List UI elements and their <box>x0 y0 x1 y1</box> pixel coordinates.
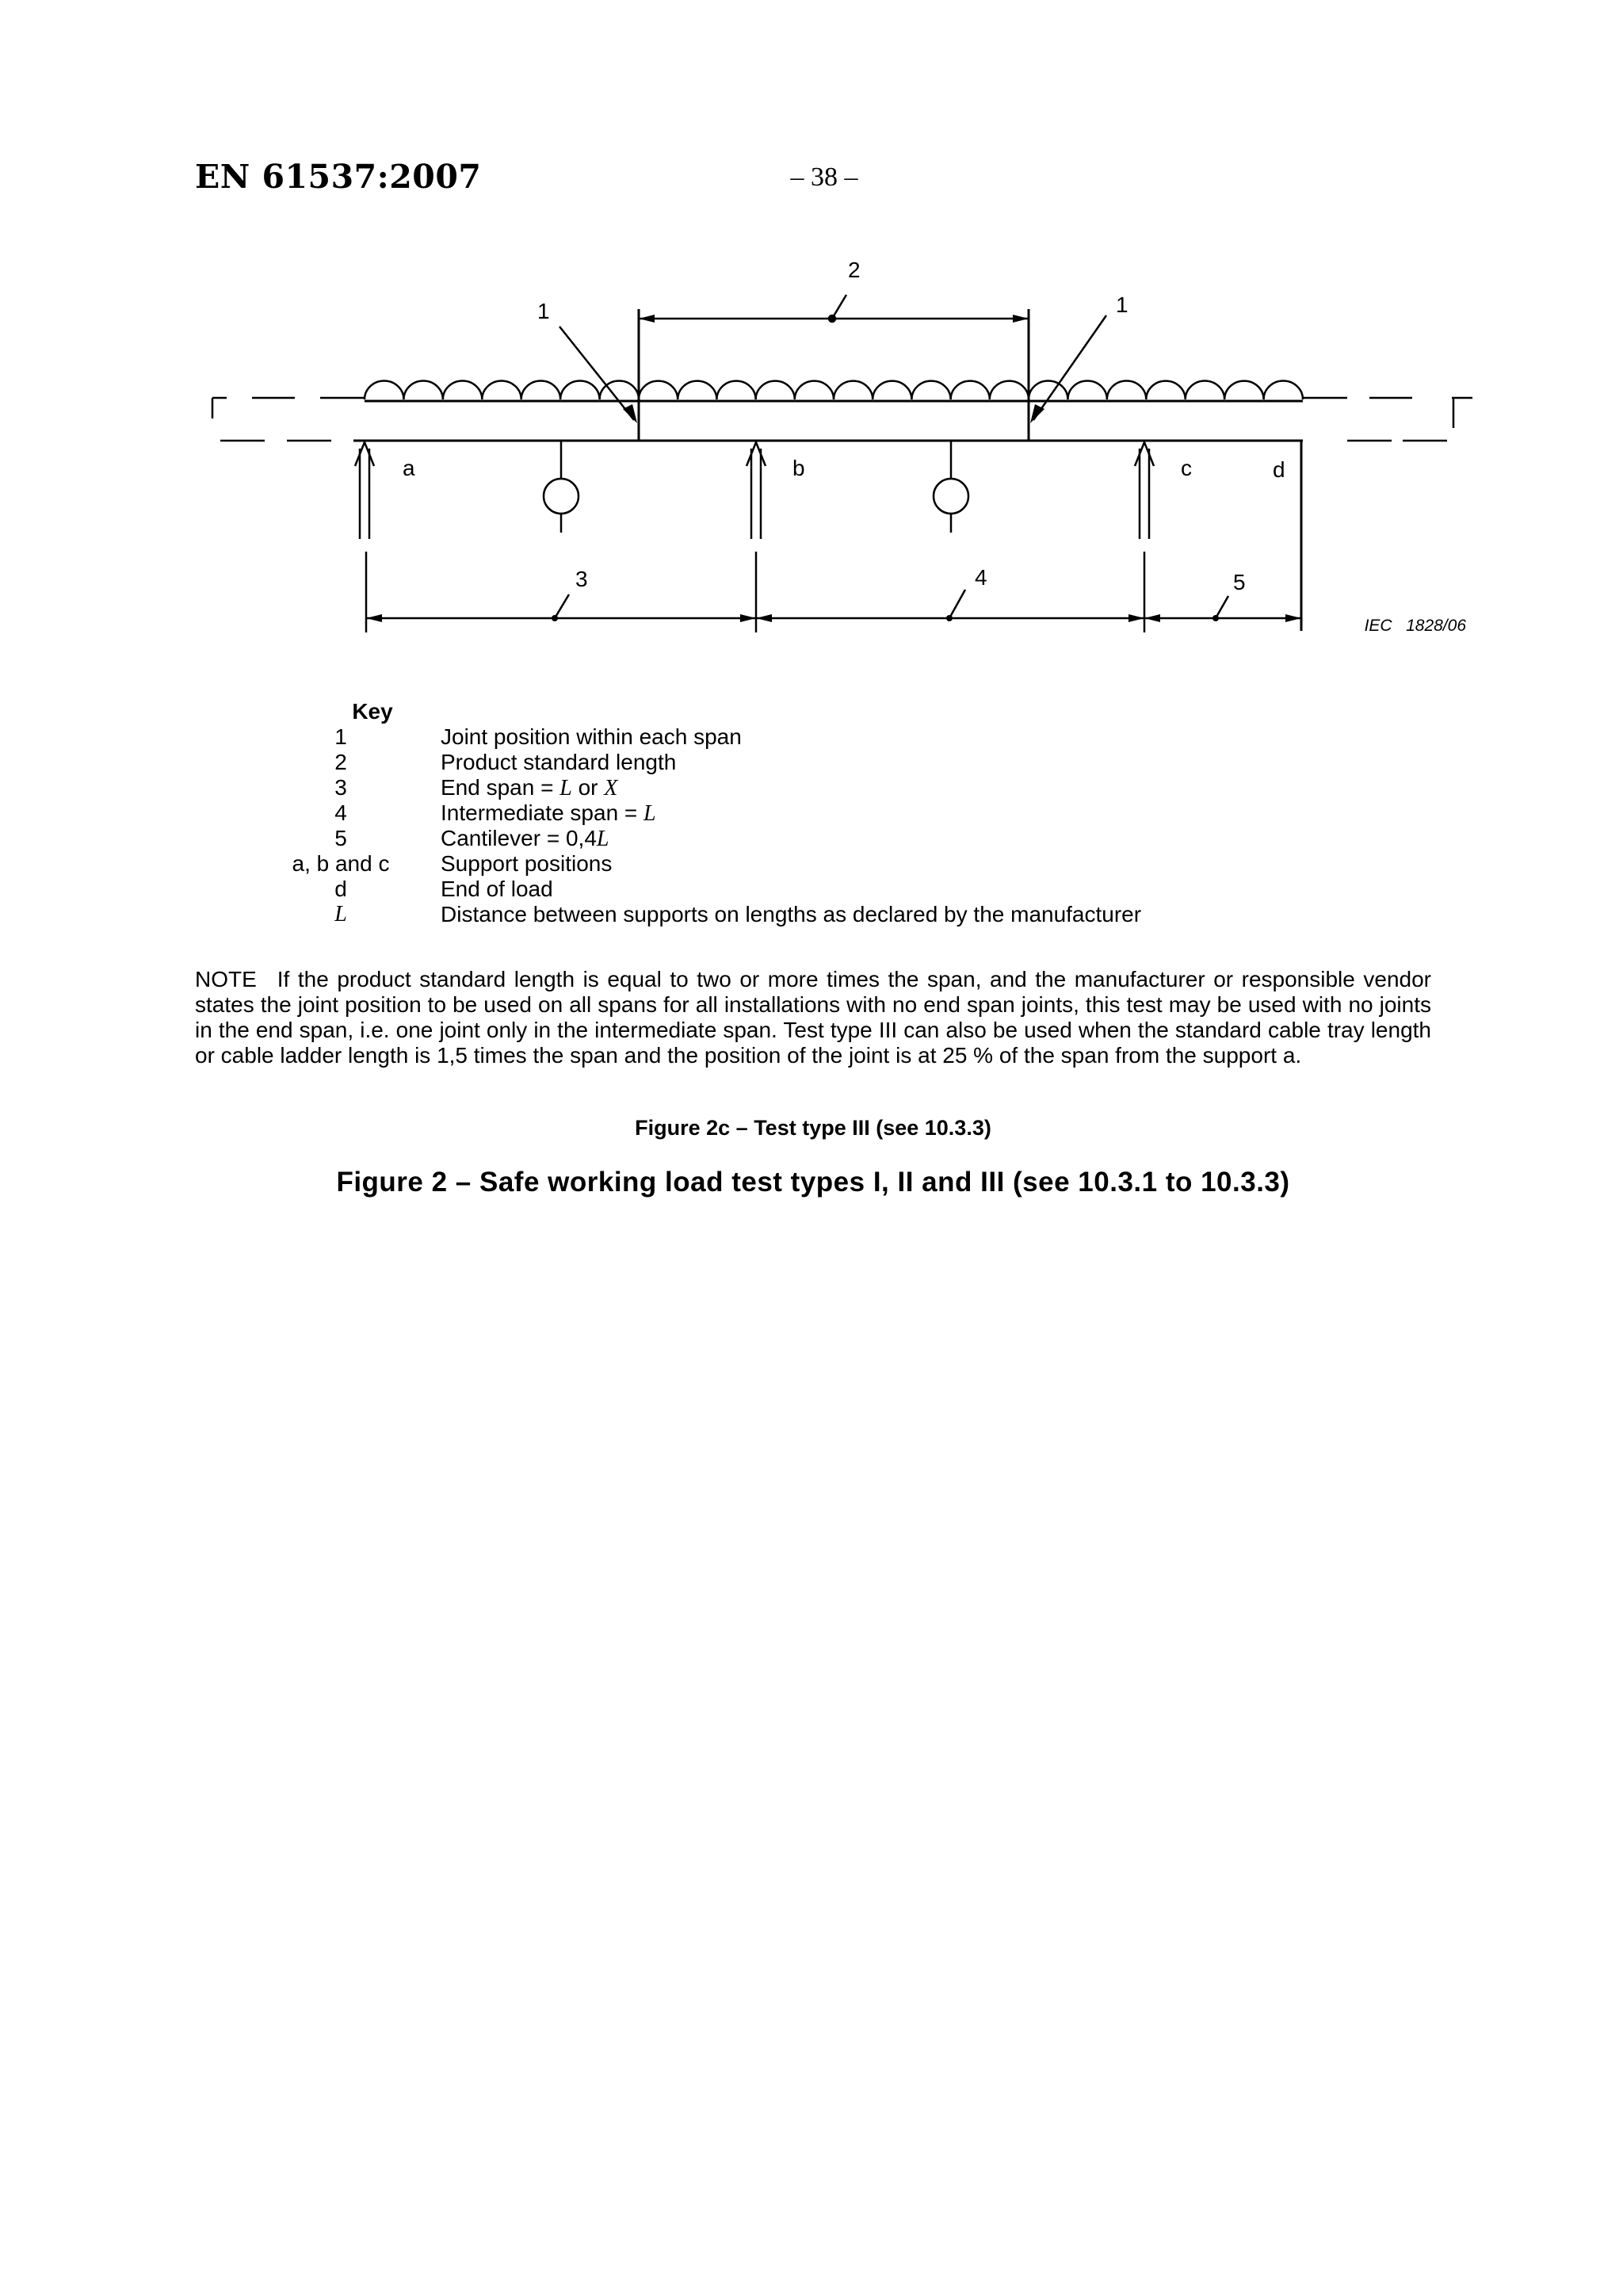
key-description-text: End span = <box>441 775 560 800</box>
key-symbol: 3 <box>334 775 347 800</box>
load-scallop <box>1107 381 1146 399</box>
key-description <box>441 775 617 801</box>
key-row <box>269 800 1379 826</box>
load-scallop <box>911 381 950 399</box>
key-title: Key <box>352 699 393 724</box>
product-length-dimension <box>639 295 1029 322</box>
key-description-text: Intermediate span = <box>441 800 644 825</box>
load-scallop <box>756 381 795 399</box>
cable-tray-lines <box>353 309 1303 631</box>
distributed-load-scallops <box>365 381 1303 399</box>
load-scallop <box>678 381 716 399</box>
key-row <box>269 724 1379 750</box>
label-end-of-load: d <box>1273 457 1285 482</box>
note-text: If the product standard length is equal to two or more times the span, and the manufacturer or responsible vendor states the joint position to be used on all spans for all installations with no end span joints, this test may be used with no joints in the end span, i.e. one joint only in the intermediate span. Test type III can also be used when the standard cable tray length or cable ladder length is 1,5 times the span and the position of the joint is at 25 % of the span from the support a. <box>195 967 1431 1068</box>
load-scallop <box>1224 381 1263 399</box>
label-support-b: b <box>792 456 805 480</box>
load-scallop <box>1146 381 1185 399</box>
key-description-text: Cantilever = 0,4 <box>441 826 597 850</box>
variable-l: L <box>596 827 609 851</box>
key-row <box>269 902 1379 927</box>
load-scallop <box>951 381 990 399</box>
key-symbol: 2 <box>334 750 347 774</box>
label-product-length: 2 <box>848 258 861 282</box>
support-a-arrow <box>355 442 374 539</box>
label-joint-left: 1 <box>537 299 550 323</box>
label-end-span: 3 <box>575 567 588 591</box>
note-label: NOTE <box>195 967 257 991</box>
figure-note <box>195 967 1431 1068</box>
page-number: – 38 – <box>790 162 858 192</box>
figure-credit: IEC 1828/06 <box>1364 617 1466 635</box>
label-cantilever: 5 <box>1233 570 1246 594</box>
load-scallop <box>443 381 482 399</box>
continuation-dashes <box>212 398 1472 441</box>
load-scallop <box>365 381 403 399</box>
variable-l: L <box>643 801 656 826</box>
key-description: Joint position within each span <box>441 724 742 749</box>
load-scallop <box>639 381 678 399</box>
key-description <box>441 800 656 827</box>
load-scallop <box>990 381 1029 399</box>
load-scallop <box>1186 381 1224 399</box>
joint-arrowheads <box>623 404 1044 423</box>
support-c-arrow <box>1135 442 1154 539</box>
span-dimensions <box>366 552 1301 632</box>
key-symbol: d <box>334 877 347 901</box>
figure-caption: Figure 2 – Safe working load test types I, II and III (see 10.3.1 to 10.3.3) <box>336 1167 1290 1198</box>
key-symbol: 4 <box>334 800 347 825</box>
deflection-gauge-intermediate-span <box>934 441 968 533</box>
key-description: Support positions <box>441 851 613 876</box>
load-scallop <box>482 381 521 399</box>
key-row <box>269 826 1379 851</box>
key-row <box>269 750 1379 775</box>
key-description: End of load <box>441 877 553 901</box>
document-standard-id: EN 61537:2007 <box>195 158 482 196</box>
key-description <box>441 826 609 852</box>
joint-leaders <box>559 315 1106 420</box>
key-symbol: 1 <box>334 724 347 749</box>
key-symbol: L <box>334 902 347 926</box>
load-scallop <box>873 381 911 399</box>
load-scallop <box>1067 381 1106 399</box>
load-scallop <box>1264 381 1303 399</box>
variable-x: X <box>604 776 618 800</box>
load-scallop <box>560 381 599 399</box>
key-symbol: a, b and c <box>292 851 390 876</box>
support-b-arrow <box>747 442 766 539</box>
load-scallop <box>1029 381 1067 399</box>
load-scallop <box>403 381 442 399</box>
label-joint-right: 1 <box>1116 292 1128 317</box>
key-row <box>269 775 1379 800</box>
key-description: Product standard length <box>441 750 677 774</box>
load-scallop <box>834 381 873 399</box>
key-description: Distance between supports on lengths as declared by the manufacturer <box>441 902 1142 926</box>
key-symbol: 5 <box>334 826 347 850</box>
load-scallop <box>716 381 755 399</box>
load-scallop <box>795 381 834 399</box>
deflection-gauge-end-span <box>544 441 579 533</box>
test-type-diagram <box>0 0 1623 682</box>
key-description-text: or <box>571 775 605 800</box>
key-row <box>269 851 1379 877</box>
key-row <box>269 877 1379 902</box>
label-support-a: a <box>403 456 415 480</box>
label-intermediate-span: 4 <box>975 565 987 590</box>
figure-sub-caption: Figure 2c – Test type III (see 10.3.3) <box>635 1116 991 1140</box>
load-scallop <box>521 381 560 399</box>
variable-l: L <box>559 776 572 800</box>
label-support-c: c <box>1181 456 1192 480</box>
